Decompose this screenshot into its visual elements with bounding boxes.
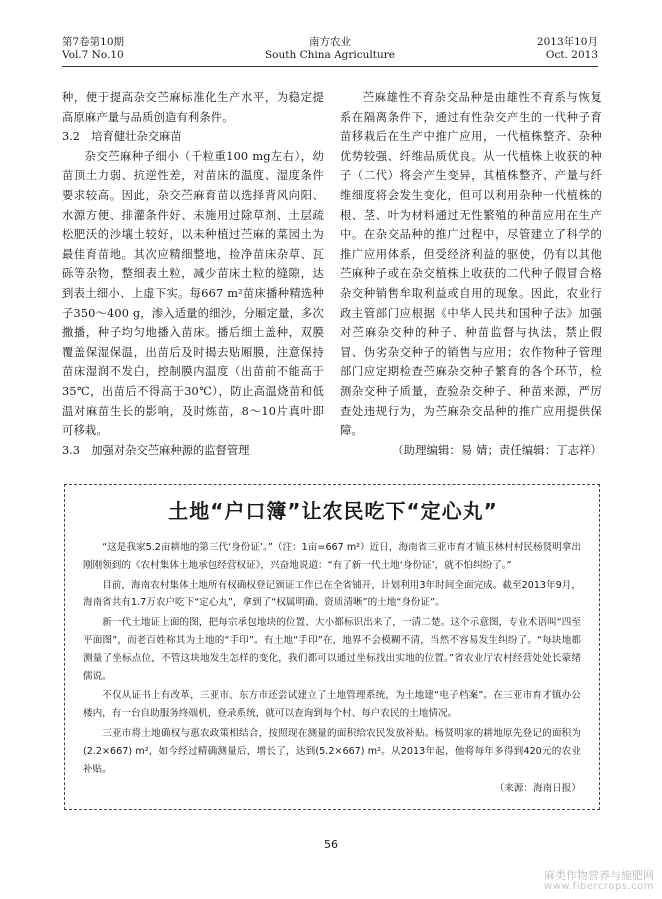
section-heading-3-2: 3.2 培育健壮杂交麻苗 — [62, 130, 182, 144]
paragraph: 种，便于提高杂交苎麻标准化生产水平，为稳定提高原麻产量与品质创造有利条件。 — [62, 91, 324, 124]
news-source: （来源：海南日报） — [494, 783, 581, 795]
news-box-title: 土地“户口簿”让农民吃下“定心丸” — [168, 499, 498, 523]
header-volume: 第7卷第10期 Vol.7 No.10 — [62, 36, 125, 61]
right-column — [340, 88, 602, 460]
article-body — [62, 88, 602, 468]
left-column — [62, 88, 324, 460]
header-journal: 南方农业 South China Agriculture — [264, 36, 395, 61]
news-paragraph: 目前，海南农村集体土地所有权确权登记颁证工作已在全省铺开，计划利用3年时间全面完成。截至2013年9月，海南省共有1.7万农户吃下“定心丸”，拿到了“权属明确、资质清晰”的土地“身份证”。 — [83, 579, 581, 609]
section-heading-3-3: 3.3 加强对杂交苎麻种源的监督管理 — [62, 443, 250, 457]
news-box-body — [83, 539, 581, 798]
news-paragraph: “这是我家5.2亩耕地的第三代‘身份证’。”（注：1亩=667 m²）近日，海南省三亚市育才镇玉林村村民杨贤明拿出刚刚领到的《农村集体土地承包经营权证》，兴奋地说道：“有了新一代土地‘身份证’，就不怕纠纷了。” — [83, 542, 581, 571]
header-rule — [62, 66, 598, 67]
news-paragraph: 三亚市将土地确权与惠农政策相结合，按照现在测量的面积给农民发放补贴。杨贤明家的耕地原先登记的面积为(2.2×667) m²，如今经过精确测量后，增长了，达到(5.2×667) m²。从2013年起，他将每年多得到420元的农业补贴。 — [83, 727, 581, 775]
watermark-url: www.fibercrops.com — [543, 881, 654, 892]
header-date: 2013年10月 Oct. 2013 — [536, 36, 598, 61]
paragraph: 杂交苎麻种子细小（千粒重100 mg左右），幼苗顶土力弱、抗逆性差，对苗床的温度、湿度条件要求较高。因此，杂交苎麻育苗以选择背风向阳、水源方便、排灌条件好、未施用过除草剂、土层疏松肥沃的沙壤土较好，以未种植过苎麻的菜园土为最佳育苗地。其次应精细整地，捡净苗床杂草、瓦砾等杂物，整细表土粒，减少苗床土粒的缝隙，达到表土细小、上虚下实。每667 m²苗床播种精选种子350～400 g，渗入适量的细沙，分厢定量，多次撒播，种子均匀地播入苗床。播后细土盖种，双膜覆盖保湿保温，出苗后及时揭去贴厢膜，注意保持苗床湿润不发白，控制膜内温度（出苗前不能高于35℃，出苗后不得高于30℃），防止高温烧苗和低温对麻苗生长的影响，及时炼苗，8～10片真叶即可移栽。 — [62, 149, 324, 438]
editor-credit: （助理编辑：易 婧；责任编辑：丁志祥） — [392, 443, 602, 457]
news-box — [64, 484, 600, 810]
page-number: 56 — [324, 838, 338, 851]
news-paragraph: 新一代土地证上面的图，把每宗承包地块的位置、大小都标识出来了，一清二楚。这个示意图，专业术语叫“四至平面图”，而老百姓称其为土地的“手印”。有土地“手印”在，地界不会模糊不清，当然不容易发生纠纷了。“每块地都测量了坐标点位，不管这块地发生怎样的变化，我们都可以通过坐标找出实地的位置。”省农业厅农村经营处处长蒙绪儒说。 — [83, 617, 581, 682]
news-paragraph: 不仅从证书上有改革，三亚市、东方市还尝试建立了土地管理系统，为土地建“电子档案”。在三亚市育才镇办公楼内，有一台自助服务终端机，登录系统，就可以查询到每个村、每户农民的土地情况。 — [83, 690, 581, 720]
running-header — [62, 36, 598, 68]
watermark-text: 麻类作物营养与施肥网 — [544, 869, 654, 882]
paragraph: 苎麻雄性不育杂交品种是由雄性不育系与恢复系在隔离条件下，通过有性杂交产生的一代种子育苗移栽后在生产中推广应用，一代植株整齐、杂种优势较强、纤维品质优良。从一代植株上收获的种子（二代）将会产生变异，其植株整齐、产量与纤维细度将会发生变化，但可以利用杂种一代植株的根、茎、叶为材料通过无性繁殖的种苗应用在生产中。在杂交品种的推广过程中，尽管建立了科学的推广应用体系，但受经济利益的驱使，仍有以其他苎麻种子或在杂交植株上收获的二代种子假冒合格杂交种销售牟取利益或自用的现象。因此，农业行政主管部门应根据《中华人民共和国种子法》加强对苎麻杂交种的种子、种苗监督与执法，禁止假冒、伪劣杂交种子的销售与应用；农作物种子管理部门应定期检查苎麻杂交种子繁育的各个环节，检测杂交种子质量，查验杂交种子、种苗来源，严厉查处违规行为，为苎麻杂交品种的推广应用提供保障。 — [340, 91, 602, 438]
